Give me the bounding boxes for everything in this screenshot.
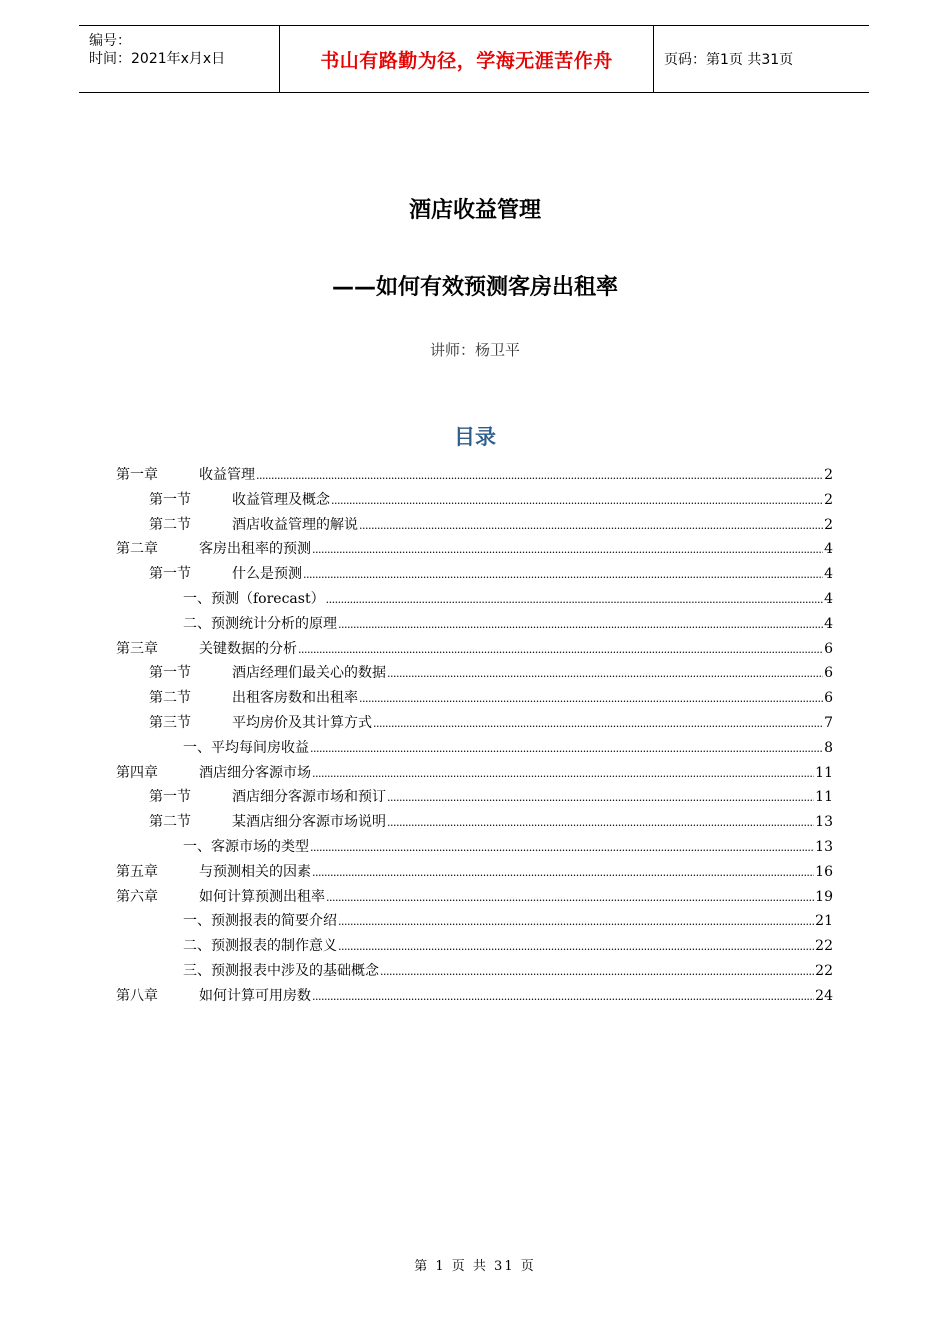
toc-entry[interactable]: 第二节 出租客房数和出租率 ..... 6 <box>116 687 833 712</box>
toc-entry[interactable]: 第一节 什么是预测 ..... 4 <box>116 563 833 588</box>
toc-entry[interactable]: 一、平均每间房收益 ..... 8 <box>116 737 833 762</box>
toc-entry[interactable]: 第二节 某酒店细分客源市场说明 ..... 13 <box>116 811 833 836</box>
header-number: 编号： <box>89 33 131 49</box>
toc-entry[interactable]: 第一章 收益管理 ..... 2 <box>116 464 833 489</box>
table-of-contents <box>116 464 833 1010</box>
toc-entry[interactable]: 一、预测报表的简要介绍 ..... 21 <box>116 910 833 935</box>
document-title: 酒店收益管理 <box>408 198 541 223</box>
toc-entry[interactable]: 第三章 关键数据的分析 ..... 6 <box>116 638 833 663</box>
toc-entry[interactable]: 二、预测报表的制作意义 ..... 22 <box>116 935 833 960</box>
lecturer-line: 讲师：杨卫平 <box>429 341 520 359</box>
toc-entry[interactable]: 第五章 与预测相关的因素 ..... 16 <box>116 861 833 886</box>
toc-entry[interactable]: 第一节 收益管理及概念 ..... 2 <box>116 489 833 514</box>
toc-entry[interactable]: 三、预测报表中涉及的基础概念 ..... 22 <box>116 960 833 985</box>
header-time: 时间：2021年x月x日 <box>89 51 226 67</box>
page-footer: 第 1 页 共 31 页 <box>414 1259 536 1274</box>
toc-heading: 目录 <box>454 425 496 449</box>
toc-entry[interactable]: 第一节 酒店细分客源市场和预订 ..... 11 <box>116 786 833 811</box>
header-motto: 书山有路勤为径，学海无涯苦作舟 <box>280 26 654 92</box>
toc-entry[interactable]: 第二节 酒店收益管理的解说 ..... 2 <box>116 514 833 539</box>
toc-entry[interactable]: 第一节 酒店经理们最关心的数据 ..... 6 <box>116 662 833 687</box>
toc-entry[interactable]: 第四章 酒店细分客源市场 ..... 11 <box>116 762 833 787</box>
header-page-info: 页码：第1页 共31页 <box>664 52 794 68</box>
toc-entry[interactable]: 第二章 客房出租率的预测 ..... 4 <box>116 538 833 563</box>
page-header <box>79 25 869 93</box>
toc-entry[interactable]: 第六章 如何计算预测出租率 ..... 19 <box>116 886 833 911</box>
toc-entry[interactable]: 一、客源市场的类型 ..... 13 <box>116 836 833 861</box>
toc-entry[interactable]: 一、预测（forecast） ..... 4 <box>116 588 833 613</box>
toc-entry[interactable]: 第三节 平均房价及其计算方式 ..... 7 <box>116 712 833 737</box>
toc-entry[interactable]: 第八章 如何计算可用房数 ..... 24 <box>116 985 833 1010</box>
document-subtitle: ——如何有效预测客房出租率 <box>331 275 618 300</box>
toc-entry[interactable]: 二、预测统计分析的原理 ..... 4 <box>116 613 833 638</box>
header-meta <box>79 26 280 92</box>
